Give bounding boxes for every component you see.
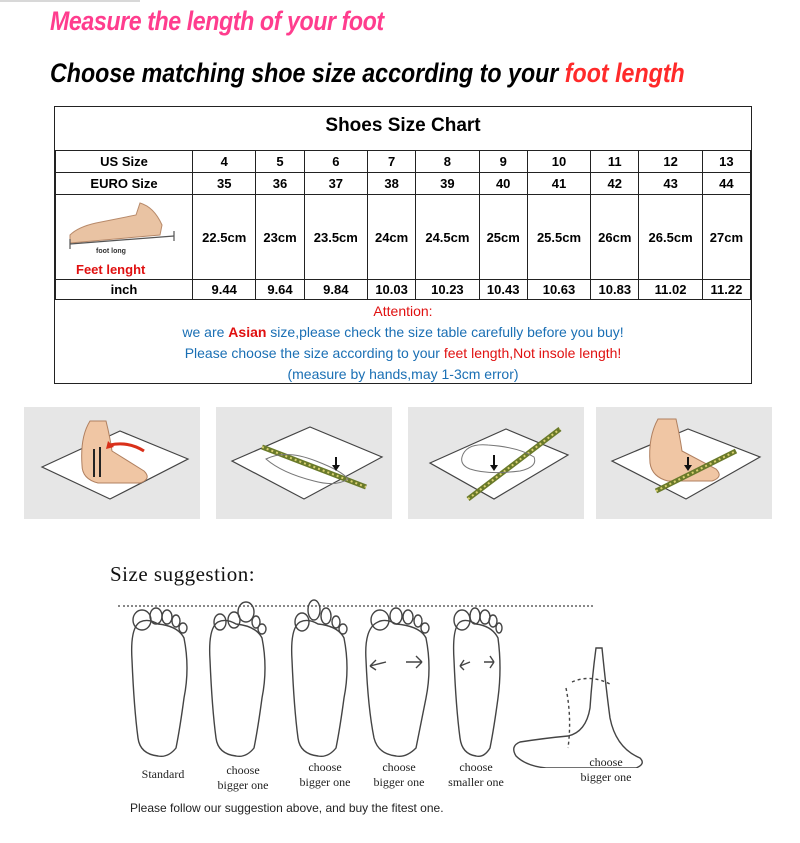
table-cell: 35 <box>193 173 256 195</box>
size-chart <box>54 106 752 384</box>
caption-line: smaller one <box>448 775 504 789</box>
attention-notice <box>55 301 751 385</box>
row-label: inch <box>56 280 193 300</box>
top-divider <box>0 0 140 2</box>
table-cell: 11 <box>591 151 639 173</box>
table-cell: 11.02 <box>639 280 702 300</box>
table-cell: 23cm <box>256 195 304 280</box>
attention-line-1 <box>55 322 751 343</box>
table-cell: 10.43 <box>479 280 527 300</box>
table-cell: 4 <box>193 151 256 173</box>
caption-line: choose <box>226 763 260 777</box>
table-cell: 37 <box>304 173 367 195</box>
attention-line-2 <box>55 343 751 364</box>
caption-line: choose <box>308 760 342 774</box>
table-cell: 5 <box>256 151 304 173</box>
table-cell: 24cm <box>368 195 416 280</box>
table-cell: 27cm <box>702 195 750 280</box>
table-cell: 36 <box>256 173 304 195</box>
caption-bigger-3 <box>364 760 434 790</box>
table-cell: 41 <box>527 173 590 195</box>
table-cell: 26cm <box>591 195 639 280</box>
euro-size-row <box>56 173 751 195</box>
caption-bigger-2 <box>290 760 360 790</box>
foot-diagram-cell <box>56 195 193 280</box>
table-cell: 22.5cm <box>193 195 256 280</box>
attention-text: Please choose the size according to your <box>184 345 444 361</box>
step-1-panel <box>24 407 200 519</box>
us-size-row <box>56 151 751 173</box>
table-cell: 25cm <box>479 195 527 280</box>
caption-line: bigger one <box>580 770 632 784</box>
table-cell: 6 <box>304 151 367 173</box>
step-4-illustration <box>596 407 772 519</box>
caption-line: choose <box>589 755 623 769</box>
attention-highlight: feet length,Not insole length! <box>443 345 622 361</box>
table-cell: 9.44 <box>193 280 256 300</box>
table-cell: 39 <box>416 173 479 195</box>
table-cell: 10.83 <box>591 280 639 300</box>
step-3-illustration <box>408 407 584 519</box>
table-cell: 9.84 <box>304 280 367 300</box>
table-cell: 10.23 <box>416 280 479 300</box>
foot-diagram-text: foot long <box>96 248 126 255</box>
caption-line: choose <box>382 760 416 774</box>
caption-line: choose <box>459 760 493 774</box>
row-label: US Size <box>56 151 193 173</box>
caption-bigger-4 <box>566 755 646 785</box>
foot-long-toe <box>292 600 347 756</box>
table-cell: 8 <box>416 151 479 173</box>
measure-heading: Measure the length of your foot <box>50 6 384 36</box>
suggestion-note: Please follow our suggestion above, and buy the fitest one. <box>130 801 444 815</box>
table-cell: 43 <box>639 173 702 195</box>
caption-line: bigger one <box>299 775 351 789</box>
caption-line: bigger one <box>217 778 269 792</box>
foot-shapes-illustration <box>118 598 678 768</box>
foot-narrow <box>454 608 502 756</box>
size-suggestion-title: Size suggestion: <box>110 562 256 586</box>
table-cell: 9.64 <box>256 280 304 300</box>
choose-heading <box>50 58 685 89</box>
attention-text: size,please check the size table carefully before you buy! <box>266 324 624 340</box>
attention-highlight: Asian <box>228 324 267 340</box>
table-cell: 7 <box>368 151 416 173</box>
table-cell: 44 <box>702 173 750 195</box>
attention-title: Attention: <box>373 303 433 319</box>
table-cell: 26.5cm <box>639 195 702 280</box>
table-cell: 13 <box>702 151 750 173</box>
table-cell: 38 <box>368 173 416 195</box>
inch-row <box>56 280 751 300</box>
caption-smaller <box>436 760 516 790</box>
feet-length-label: Feet lenght <box>76 262 146 277</box>
row-label: EURO Size <box>56 173 193 195</box>
step-3-panel <box>408 407 584 519</box>
choose-heading-highlight: foot length <box>564 58 685 88</box>
caption-line: bigger one <box>373 775 425 789</box>
size-table <box>55 150 751 300</box>
table-cell: 10 <box>527 151 590 173</box>
table-cell: 42 <box>591 173 639 195</box>
step-1-illustration <box>24 407 200 519</box>
step-4-panel <box>596 407 772 519</box>
caption-bigger-1 <box>208 763 278 793</box>
step-2-panel <box>216 407 392 519</box>
choose-heading-text: Choose matching shoe size according to your <box>50 58 565 88</box>
attention-text: we are <box>182 324 229 340</box>
foot-wide <box>366 608 429 756</box>
foot-side-view <box>514 648 643 768</box>
caption-standard: Standard <box>141 767 185 781</box>
table-cell: 11.22 <box>702 280 750 300</box>
table-cell: 10.03 <box>368 280 416 300</box>
step-2-illustration <box>216 407 392 519</box>
feet-length-row <box>56 195 751 280</box>
table-cell: 23.5cm <box>304 195 367 280</box>
table-cell: 25.5cm <box>527 195 590 280</box>
attention-line-3: (measure by hands,may 1-3cm error) <box>287 366 519 382</box>
table-cell: 10.63 <box>527 280 590 300</box>
foot-wide-toe <box>210 602 266 756</box>
table-cell: 24.5cm <box>416 195 479 280</box>
size-chart-title: Shoes Size Chart <box>325 115 481 136</box>
table-cell: 12 <box>639 151 702 173</box>
table-cell: 9 <box>479 151 527 173</box>
table-cell: 40 <box>479 173 527 195</box>
foot-standard <box>132 608 187 756</box>
